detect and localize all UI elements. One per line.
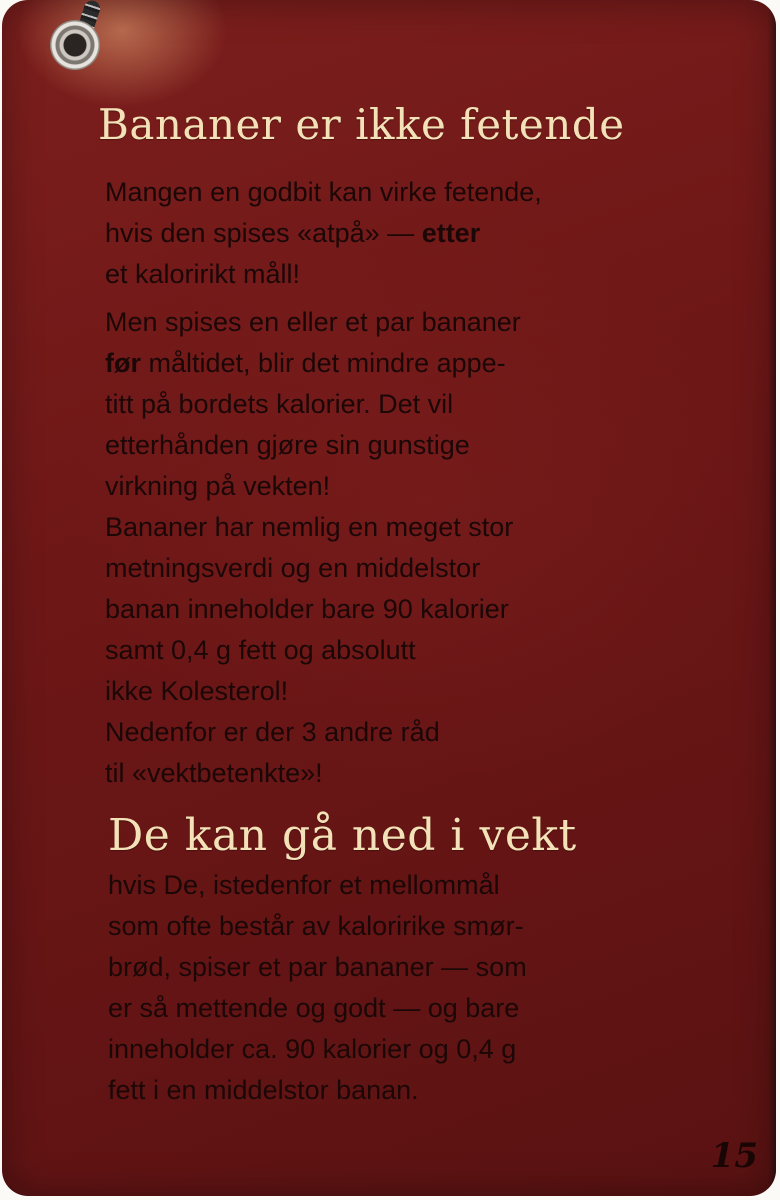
section-title-bananas-not-fattening: Bananer er ikke fetende xyxy=(98,100,625,149)
text-line: et kaloririkt måll! xyxy=(105,259,301,289)
text-line: metningsverdi og en middelstor xyxy=(105,553,481,583)
text-line: Mangen en godbit kan virke fetende, xyxy=(105,177,542,207)
text-line: ikke Kolesterol! xyxy=(105,676,289,706)
text-segment: hvis den spises «atpå» — xyxy=(105,218,422,248)
text-line: brød, spiser et par bananer — som xyxy=(108,952,527,982)
intro-paragraph xyxy=(105,172,542,295)
text-line: til «vektbetenkte»! xyxy=(105,758,323,788)
text-line: inneholder ca. 90 kalorier og 0,4 g xyxy=(108,1034,517,1064)
text-line: som ofte består av kaloririke smør- xyxy=(108,911,524,941)
body-paragraph xyxy=(105,302,521,794)
text-line: fett i en middelstor banan. xyxy=(108,1075,419,1105)
binder-ring-hole xyxy=(50,20,100,70)
text-segment: måltidet, blir det mindre appe- xyxy=(141,348,506,378)
text-line: samt 0,4 g fett og absolutt xyxy=(105,635,416,665)
text-line: titt på bordets kalorier. Det vil xyxy=(105,389,454,419)
bold-word-for: før xyxy=(105,348,141,378)
text-line xyxy=(105,343,521,384)
text-line: er så mettende og godt — og bare xyxy=(108,993,520,1023)
text-line: Men spises en eller et par bananer xyxy=(105,307,521,337)
section-title-lose-weight: De kan gå ned i vekt xyxy=(108,810,577,861)
page-number: 15 xyxy=(710,1136,758,1176)
text-line: etterhånden gjøre sin gunstige xyxy=(105,430,470,460)
recipe-card xyxy=(2,0,776,1196)
text-line: Nedenfor er der 3 andre råd xyxy=(105,717,440,747)
text-line: Bananer har nemlig en meget stor xyxy=(105,512,514,542)
text-line: hvis De, istedenfor et mellommål xyxy=(108,870,500,900)
text-line xyxy=(105,213,542,254)
text-line: virkning på vekten! xyxy=(105,471,331,501)
bold-word-etter: etter xyxy=(421,218,481,248)
tip-paragraph xyxy=(108,865,527,1111)
text-line: banan inneholder bare 90 kalorier xyxy=(105,594,509,624)
